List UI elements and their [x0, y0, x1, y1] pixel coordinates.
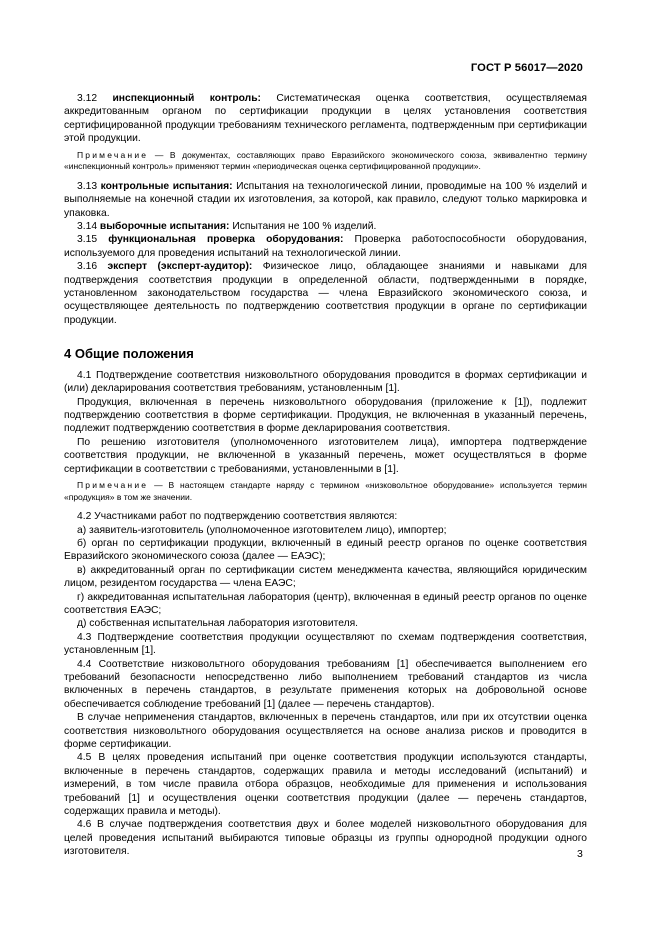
term-3-12 [64, 92, 587, 146]
term-3-14 [64, 220, 587, 233]
paragraph-4-3: 4.3 Подтверждение соответствия продукции осуществляют по схемам подтверждения соответствия, установленным [1]. [64, 631, 587, 657]
term-definition: Физическое лицо, обладающее знаниями и навыками для подтверждения соответствия продукции в определенной области, подтвержденными в порядке, установленном законодательством государства — члена Евразийского экономического союза, и осуществляющее деятельность по подтверждению соответствия продукции в органе по сертификации продукции. [64, 261, 587, 326]
term-name: инспекционный контроль: [112, 93, 261, 104]
term-number: 3.13 [77, 180, 98, 192]
paragraph: В случае неприменения стандартов, включенных в перечень стандартов, или при их отсутствии оценка соответствия низковольтного оборудования осуществляется на основе анализа рисков и проводится в форме сертификации. [64, 712, 587, 751]
term-definition: Испытания на технологической линии, проводимые на 100 % изделий и выполняемые на конечной стадии их изготовления, за которой, как правило, следуют только маркировка и упаковка. [64, 180, 587, 219]
term-name: контрольные испытания: [100, 180, 233, 192]
note-label: Примечание [77, 479, 149, 490]
section-heading: 4 Общие положения [64, 346, 194, 362]
page-number: 3 [577, 848, 583, 860]
term-definition: Испытания не 100 % изделий. [232, 221, 377, 233]
paragraph-4-4: 4.4 Соответствие низковольтного оборудования требованиям [1] обеспечивается выполнением его требований безопасности непосредственно либо выполнением требований стандартов из числа включенных в перечень стандартов, в результате применения которых на добровольной основе обеспечивается соблюдение требований [1] (далее — перечень стандартов). [64, 658, 587, 710]
term-3-13 [64, 180, 587, 220]
term-name: функциональная проверка оборудования: [108, 234, 344, 246]
term-number: 3.12 [77, 93, 98, 104]
term-name: эксперт (эксперт-аудитор): [107, 261, 253, 273]
term-3-16 [64, 260, 587, 327]
list-item: б) орган по сертификации продукции, включенный в единый реестр органов по оценке соответствия Евразийского экономического союза (далее — ЕАЭС); [64, 537, 587, 563]
list-item: д) собственная испытательная лаборатория изготовителя. [77, 618, 359, 630]
paragraph: По решению изготовителя (уполномоченного изготовителем лица), импортера подтверждение соответствия продукции, не включенной в указанный перечень, может осуществляться в форме сертификации в соответствии с требованиями, установленными в [1]. [64, 436, 587, 475]
note-text: — В документах, составляющих право Евразийского экономического союза, эквивалентно термину «инспекционный контроль» применяют термин «периодическая оценка сертифицированной продукции». [64, 149, 587, 172]
list-item: г) аккредитованная испытательная лаборатория (центр), включенная в единый реестр органов по оценке соответствия ЕАЭС; [64, 591, 587, 616]
term-definition: Проверка работоспособности оборудования, используемого для проведения испытаний на технологической линии. [64, 234, 587, 259]
term-number: 3.15 [77, 234, 98, 246]
term-definition: Систематическая оценка соответствия, осуществляемая аккредитованным органом по сертификации продукции в целях установления соответствия сертифицированной продукции требованиям технического регламента, подтвержденным при сертификации этой продукции. [64, 93, 587, 145]
paragraph-4-5: 4.5 В целях проведения испытаний при оценке соответствия продукции используются стандарты, включенные в перечень стандартов, содержащих правила и методы исследований (испытаний) и измерений, в том числе правила отбора образцов, необходимые для применения и использования требований [1] и осуществления оценки соответствия продукции (далее — перечень стандартов, содержащих правила и методы). [64, 752, 587, 818]
term-name: выборочные испытания: [99, 221, 230, 233]
term-3-15 [64, 233, 587, 260]
note-text: — В настоящем стандарте наряду с термином «низковольтное оборудование» используется термин «продукция» в том же значении. [64, 479, 587, 502]
term-number: 3.16 [77, 261, 98, 273]
document-body [64, 92, 587, 859]
list-item: в) аккредитованный орган по сертификации систем менеджмента качества, являющийся юридическим лицом, резидентом государства — члена ЕАЭС; [64, 564, 587, 590]
note-label: Примечание [77, 149, 149, 160]
term-number: 3.14 [77, 221, 98, 233]
standard-code-header: ГОСТ Р 56017—2020 [470, 62, 583, 74]
note-3-12 [64, 150, 587, 173]
paragraph-4-6: 4.6 В случае подтверждения соответствия двух и более моделей низковольтного оборудования для целей проведения испытаний выбираются типовые образцы из группы однородной продукции одного изготовителя. [64, 819, 587, 858]
note-4-1 [64, 480, 587, 503]
paragraph: Продукция, включенная в перечень низковольтного оборудования (приложение к [1]), подлежит подтверждению соответствия в форме сертификации. Продукция, не включенная в указанный перечень, подлежит подтверждению соответствия в форме декларирования соответствия. [64, 396, 587, 435]
paragraph-4-1: 4.1 Подтверждение соответствия низковольтного оборудования проводится в формах сертификации и (или) декларирования соответствия требованиям, установленным [1]. [64, 369, 587, 395]
list-item: а) заявитель-изготовитель (уполномоченное изготовителем лицо), импортер; [77, 524, 447, 536]
paragraph-4-2: 4.2 Участниками работ по подтверждению соответствия являются: [77, 511, 398, 523]
